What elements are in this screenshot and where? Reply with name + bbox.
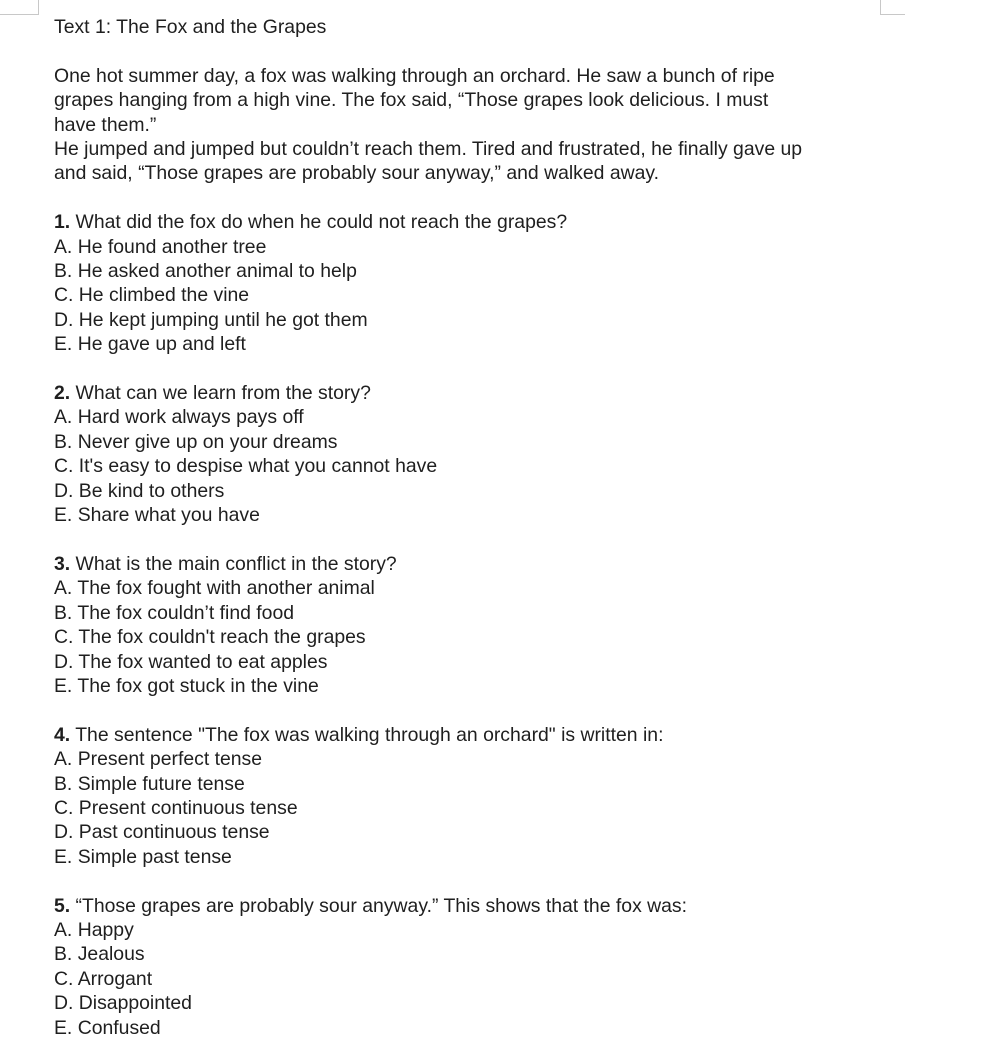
question-prompt xyxy=(54,210,934,234)
question-prompt xyxy=(54,723,934,747)
question-text: What is the main conflict in the story? xyxy=(70,552,397,575)
passage-line: have them.” xyxy=(54,113,157,136)
question-number: 3. xyxy=(54,552,71,575)
answer-option: C. Arrogant xyxy=(54,967,153,990)
answer-option: A. Happy xyxy=(54,918,134,941)
question-text: “Those grapes are probably sour anyway.” This shows that the fox was: xyxy=(70,894,688,917)
question-text: What did the fox do when he could not reach the grapes? xyxy=(70,211,568,234)
answer-option: D. Disappointed xyxy=(54,992,192,1015)
answer-option: D. Be kind to others xyxy=(54,479,225,502)
answer-option: B. Simple future tense xyxy=(54,772,245,795)
answer-option: E. Confused xyxy=(54,1016,161,1039)
question-4 xyxy=(54,723,934,869)
question-5 xyxy=(54,894,934,1040)
question-number: 4. xyxy=(54,723,71,746)
answer-option: E. He gave up and left xyxy=(54,333,246,356)
answer-option: A. Hard work always pays off xyxy=(54,406,304,429)
answer-option: E. The fox got stuck in the vine xyxy=(54,674,319,697)
answer-option: B. He asked another animal to help xyxy=(54,260,357,283)
page-corner-mark-right xyxy=(880,0,905,15)
answer-option: C. The fox couldn't reach the grapes xyxy=(54,626,366,649)
answer-option: A. Present perfect tense xyxy=(54,748,263,771)
question-prompt xyxy=(54,894,934,918)
answer-option: B. Never give up on your dreams xyxy=(54,430,338,453)
question-text: What can we learn from the story? xyxy=(70,382,371,405)
question-3 xyxy=(54,552,934,698)
document-body xyxy=(54,15,934,1040)
answer-option: D. Past continuous tense xyxy=(54,821,270,844)
answer-option: D. He kept jumping until he got them xyxy=(54,308,368,331)
answer-option: E. Share what you have xyxy=(54,504,260,527)
question-1 xyxy=(54,210,934,356)
answer-option: C. It's easy to despise what you cannot have xyxy=(54,455,438,478)
answer-option: B. The fox couldn’t find food xyxy=(54,601,295,624)
answer-option: E. Simple past tense xyxy=(54,845,232,868)
answer-option: B. Jealous xyxy=(54,943,145,966)
passage-line: and said, “Those grapes are probably sour anyway,” and walked away. xyxy=(54,162,660,185)
answer-option: A. He found another tree xyxy=(54,235,267,258)
answer-option: C. He climbed the vine xyxy=(54,284,250,307)
question-prompt xyxy=(54,381,934,405)
story-passage xyxy=(54,64,934,186)
question-prompt xyxy=(54,552,934,576)
question-number: 1. xyxy=(54,211,71,234)
passage-line: One hot summer day, a fox was walking through an orchard. He saw a bunch of ripe xyxy=(54,64,775,87)
answer-option: A. The fox fought with another animal xyxy=(54,577,375,600)
passage-line: grapes hanging from a high vine. The fox said, “Those grapes look delicious. I must xyxy=(54,89,769,112)
passage-line: He jumped and jumped but couldn’t reach them. Tired and frustrated, he finally gave up xyxy=(54,138,803,161)
question-number: 5. xyxy=(54,894,71,917)
question-number: 2. xyxy=(54,382,71,405)
document-title: Text 1: The Fox and the Grapes xyxy=(54,16,327,38)
answer-option: C. Present continuous tense xyxy=(54,796,298,819)
answer-option: D. The fox wanted to eat apples xyxy=(54,650,328,673)
page-corner-mark-left xyxy=(0,0,39,15)
question-text: The sentence "The fox was walking through an orchard" is written in: xyxy=(70,723,664,746)
question-2 xyxy=(54,381,934,527)
